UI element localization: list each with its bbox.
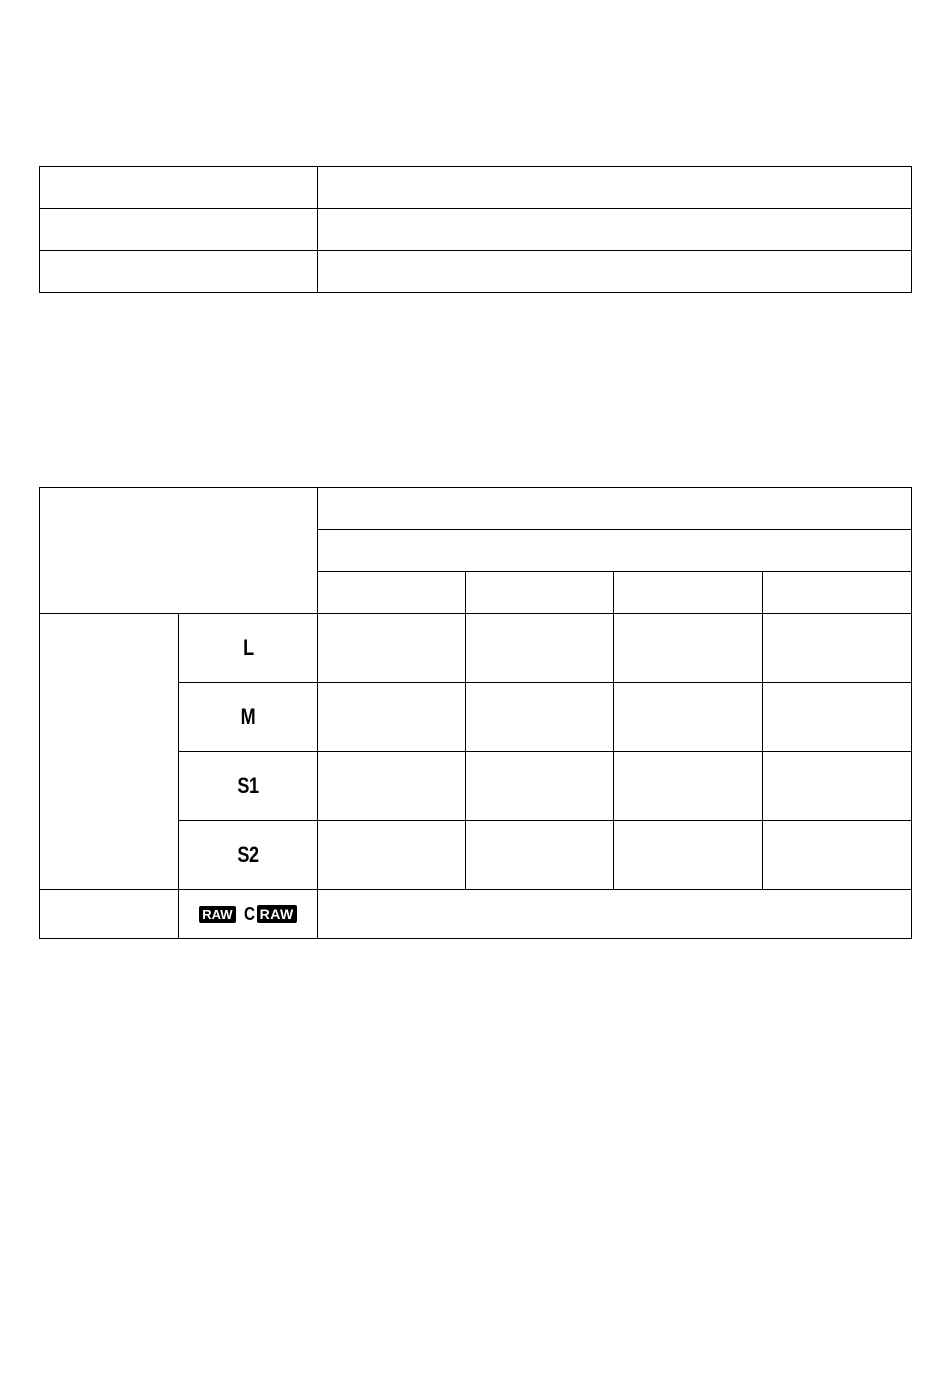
header-cell <box>318 530 912 572</box>
size-s2-icon: S2 <box>237 842 259 867</box>
craw-icon <box>243 904 297 925</box>
table-cell <box>614 752 763 821</box>
table-cell <box>40 209 318 251</box>
raw-format-icons <box>199 904 297 925</box>
table-cell <box>763 752 912 821</box>
table-cell <box>318 167 912 209</box>
table-cell <box>763 821 912 890</box>
table-row <box>40 614 912 683</box>
craw-label: RAW <box>257 905 297 923</box>
table-cell <box>763 614 912 683</box>
table-cell <box>466 752 614 821</box>
table-cell <box>614 614 763 683</box>
raw-value-cell <box>318 890 912 939</box>
table-row <box>40 890 912 939</box>
table-cell <box>318 251 912 293</box>
size-cell <box>179 614 318 683</box>
group-label-cell <box>40 614 179 890</box>
header-corner-cell <box>40 488 318 614</box>
size-m-icon: M <box>240 704 256 729</box>
size-cell <box>179 821 318 890</box>
table-header-row <box>40 488 912 530</box>
table-cell <box>466 614 614 683</box>
column-header <box>614 572 763 614</box>
raw-group-label-cell <box>40 890 179 939</box>
table-cell <box>40 251 318 293</box>
column-header <box>466 572 614 614</box>
table-cell <box>466 683 614 752</box>
raw-format-cell <box>179 890 318 939</box>
craw-prefix: C <box>243 903 255 924</box>
table-cell <box>318 752 466 821</box>
size-l-icon: L <box>242 635 254 660</box>
table-cell <box>318 614 466 683</box>
column-header <box>763 572 912 614</box>
table-row <box>40 209 912 251</box>
table-row <box>40 251 912 293</box>
table-cell <box>318 821 466 890</box>
table-cell <box>40 167 318 209</box>
size-s1-icon: S1 <box>237 773 259 798</box>
raw-icon: RAW <box>199 906 235 923</box>
table-cell <box>466 821 614 890</box>
header-cell <box>318 488 912 530</box>
size-cell <box>179 752 318 821</box>
table-cell <box>318 683 466 752</box>
table-cell <box>318 209 912 251</box>
settings-table-top <box>39 166 912 293</box>
table-cell <box>763 683 912 752</box>
size-cell <box>179 683 318 752</box>
column-header <box>318 572 466 614</box>
image-quality-table <box>39 487 912 939</box>
table-row <box>40 167 912 209</box>
table-cell <box>614 683 763 752</box>
table-cell <box>614 821 763 890</box>
